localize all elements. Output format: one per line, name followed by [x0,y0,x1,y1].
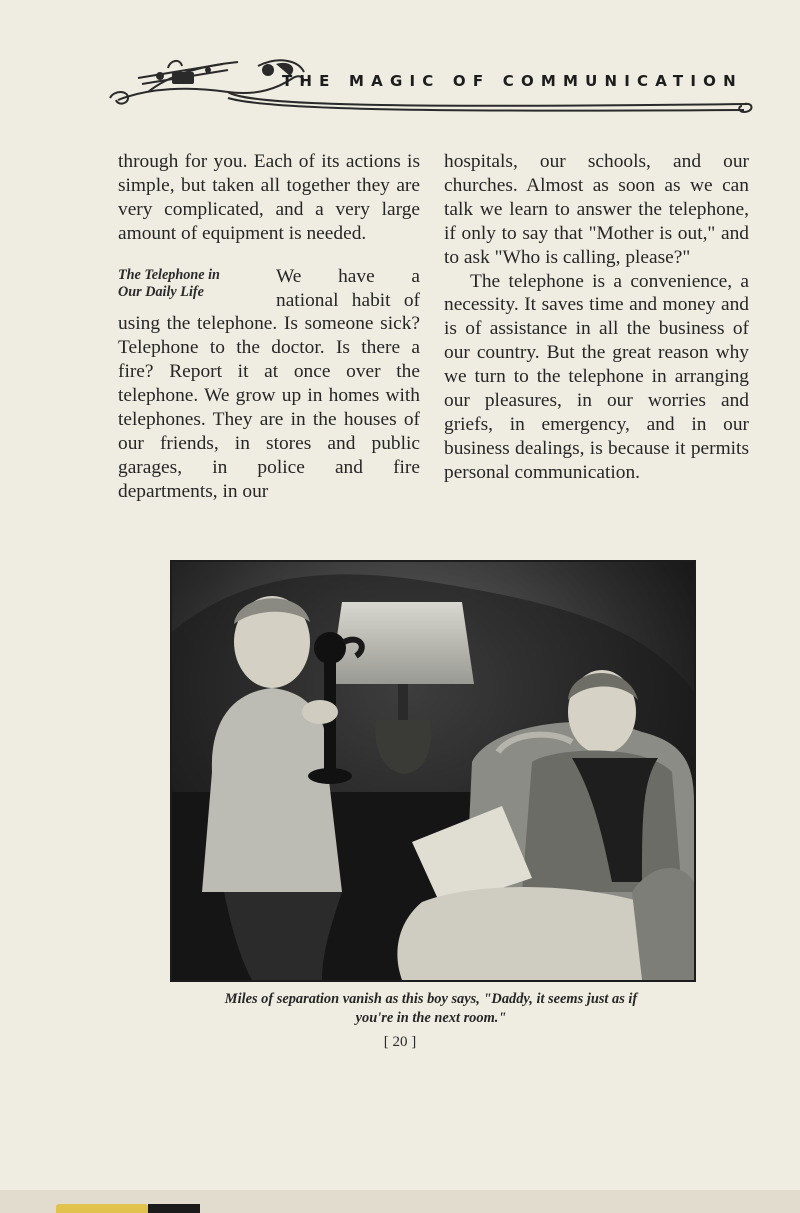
sidehead-line-2: Our Daily Life [118,283,204,300]
photograph-boy-telephone-mother-icon [172,562,694,980]
page-number: [ 20 ] [383,1034,417,1050]
yellow-tab-strip [56,1204,148,1213]
photograph [170,560,696,982]
right-paragraph-2: The telephone is a convenience, a necessity. It saves time and money and is of assistance in all the business of our country. But the great reason why we turn to the telephone in arranging our pleasures, in our worries and griefs, in emergency, and in our business dealings, is because it permits personal communication. [444,270,749,483]
left-paragraph-1: through for you. Each of its actions is simple, but taken all together they are very complicated, and a very large amount of equipment is needed. [118,151,420,244]
left-paragraph-2: We have a national habit of using the telephone. Is someone sick? Telephone to the doctor. Is there a fire? Report it at once over the telephone. We grow up in homes with telephones. They are in the houses of our friends, in stores and public garages, in police and fire departments, in our [118,265,420,502]
caption-line-1: Miles of separation vanish as this boy says, "Daddy, it seems just as if [224,991,638,1007]
sidehead-line-1: The Telephone in [118,266,220,283]
right-text-column [444,150,749,485]
section-sidehead [118,267,270,301]
running-header-title: THE MAGIC OF COMMUNICATION [282,72,743,90]
caption-line-2: you're in the next room." [355,1010,507,1026]
photo-caption [150,990,712,1028]
black-tab-strip [148,1204,200,1213]
right-paragraph-1: hospitals, our schools, and our churches. Almost as soon as we can talk we learn to answer the telephone, if only to say that "Mother is out," and to ask "Who is calling, please?" [444,151,749,268]
left-text-column [118,150,420,504]
